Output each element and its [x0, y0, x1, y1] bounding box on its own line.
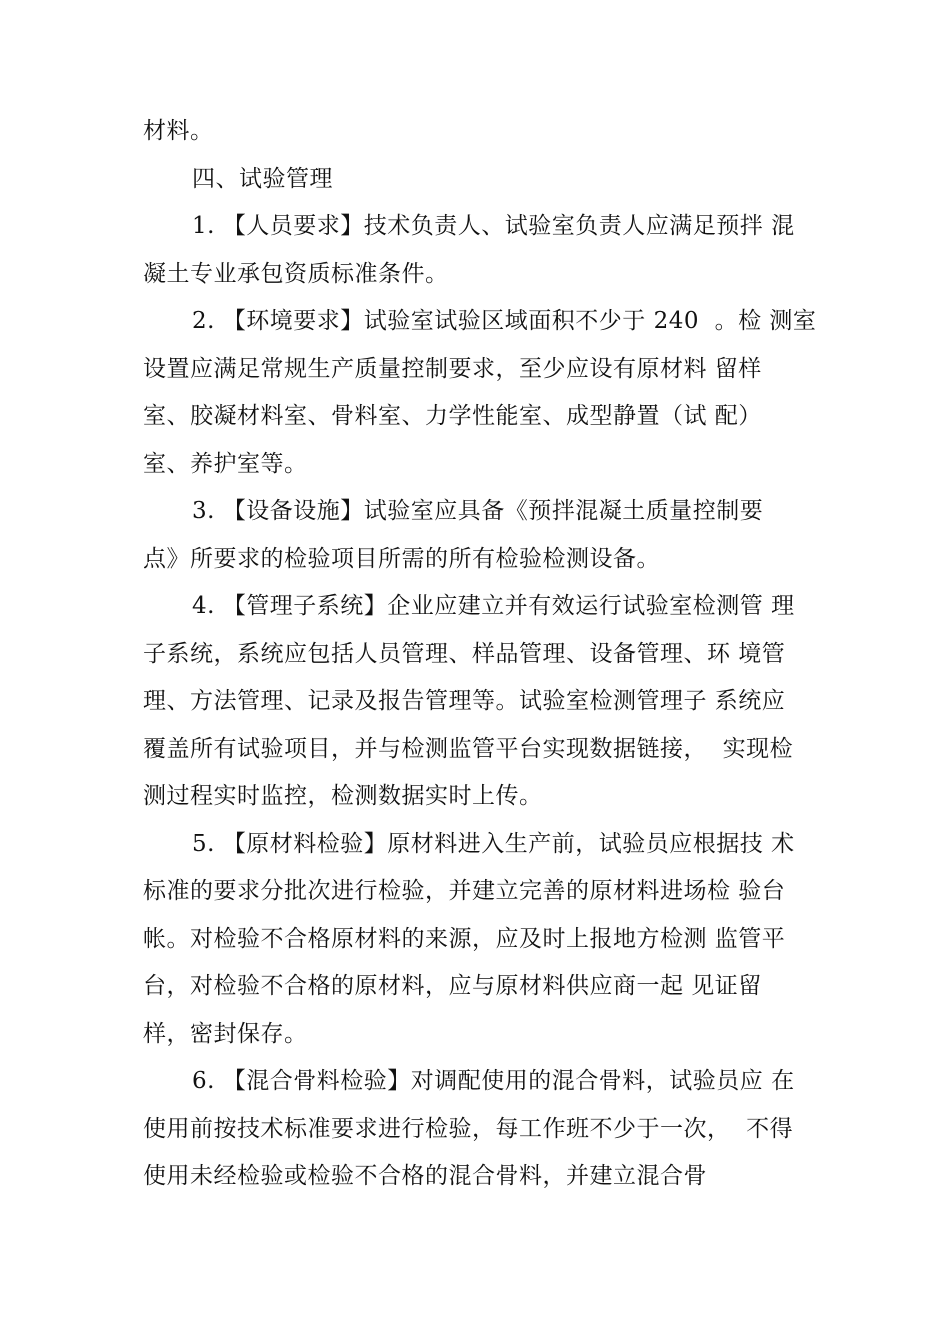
text-line: 1. 【人员要求】技术负责人、试验室负责人应满足预拌 混: [192, 213, 795, 239]
text-line: 设置应满足常规生产质量控制要求，至少应设有原材料 留样: [143, 355, 762, 382]
text-line: 样，密封保存。: [143, 1020, 308, 1047]
text-line: 覆盖所有试验项目，并与检测监管平台实现数据链接， 实现检: [143, 735, 794, 762]
text-line: 2. 【环境要求】试验室试验区域面积不少于 240 。检 测室: [192, 308, 817, 334]
text-line: 5. 【原材料检验】原材料进入生产前，试验员应根据技 术: [192, 830, 795, 857]
text-line: 6. 【混合骨料检验】对调配使用的混合骨料，试验员应 在: [192, 1068, 795, 1094]
text-line: 室、胶凝材料室、骨料室、力学性能室、成型静置（试 配）: [143, 403, 762, 429]
text-line: 测过程实时监控，检测数据实时上传。: [143, 783, 543, 809]
text-line: 使用前按技术标准要求进行检验，每工作班不少于一次， 不得: [143, 1115, 794, 1142]
text-line: 使用未经检验或检验不合格的混合骨料，并建立混合骨: [143, 1163, 707, 1189]
text-line: 点》所要求的检验项目所需的所有检验检测设备。: [143, 545, 660, 572]
text-line: 标准的要求分批次进行检验，并建立完善的原材料进场检 验台: [143, 878, 786, 904]
text-line: 凝土专业承包资质标准条件。: [143, 260, 449, 287]
text-line: 3. 【设备设施】试验室应具备《预拌混凝土质量控制要: [192, 498, 764, 524]
text-line: 室、养护室等。: [143, 450, 308, 477]
text-line: 帐。对检验不合格原材料的来源，应及时上报地方检测 监管平: [143, 925, 786, 952]
text-line: 理、方法管理、记录及报告管理等。试验室检测管理子 系统应: [143, 688, 786, 714]
document-body: [143, 108, 835, 1201]
text-line: 子系统，系统应包括人员管理、样品管理、设备管理、环 境管: [143, 640, 786, 667]
section-heading: 四、试验管理: [192, 165, 333, 192]
text-line: 材料。: [143, 118, 214, 144]
text-line: 4. 【管理子系统】企业应建立并有效运行试验室检测管 理: [192, 593, 795, 619]
text-line: 台，对检验不合格的原材料，应与原材料供应商一起 见证留: [143, 973, 762, 999]
